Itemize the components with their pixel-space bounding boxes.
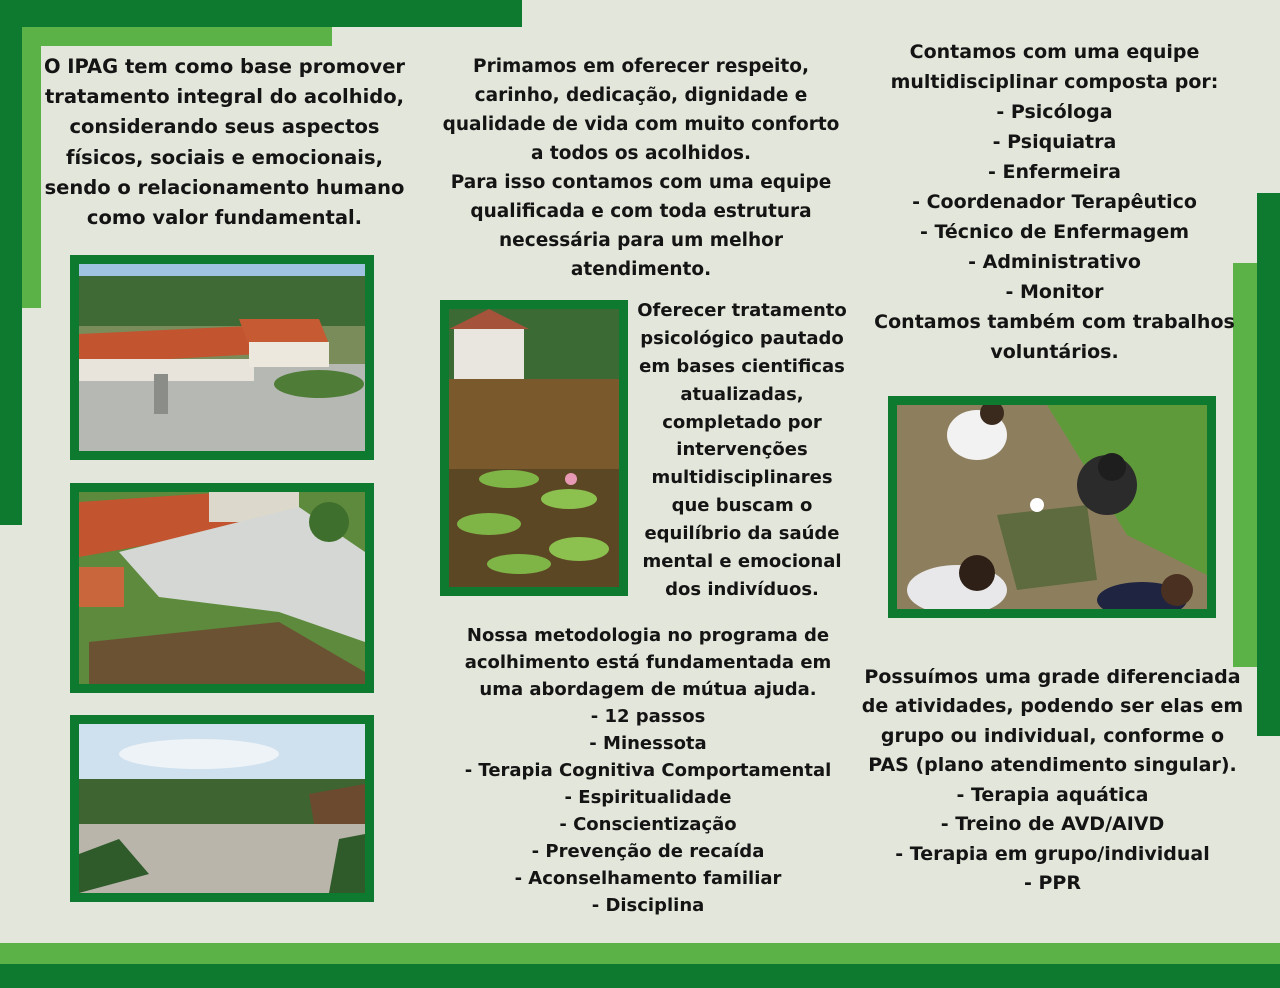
bottom-light-bar [0,943,1280,964]
list-item: - Psiquiatra [992,131,1117,154]
list-item: - Monitor [1005,281,1104,304]
methodology-block [462,622,834,919]
list-item: - Administrativo [968,251,1141,274]
respect-paragraph: Primamos em oferecer respeito, carinho, dedicação, dignidade e qualidade de vida com muito conforto a todos os acolhidos. [442,56,840,165]
list-item: - Treino de AVD/AIVD [940,813,1165,836]
list-item: - 12 passos [590,706,706,727]
photo-aerial-lake [70,483,374,693]
list-item: - Terapia em grupo/individual [895,842,1210,865]
list-item: - Prevenção de recaída [531,841,765,862]
list-item: - Aconselhamento familiar [514,868,782,889]
team-intro: Contamos com uma equipe multidisciplinar composta por: [890,41,1219,94]
list-item: - Terapia Cognitiva Comportamental [464,760,832,781]
methodology-intro: Nossa metodologia no programa de acolhimento está fundamentada em uma abordagem de mútua ajuda. [464,625,832,700]
volunteers-text: Contamos também com trabalhos voluntários. [874,311,1235,364]
photo-gazebo-pond [440,300,628,596]
list-item: - Espiritualidade [564,787,732,808]
list-item: - Coordenador Terapêutico [912,191,1197,214]
list-item: - Técnico de Enfermagem [919,221,1190,244]
bottom-dark-bar [0,964,1280,988]
team-list [872,97,1237,307]
photo-garden-courtyard [70,715,374,902]
activities-intro: Possuímos uma grade diferenciada de atividades, podendo ser elas em grupo ou individual, conforme o PAS (plano atendimento singular). [861,666,1244,777]
team-structure-paragraph: Para isso contamos com uma equipe qualificada e com toda estrutura necessária para um melhor atendimento. [450,172,832,281]
methodology-list [462,703,834,919]
right-dark-bar [1257,193,1280,736]
respect-text [442,52,840,284]
list-item: - Conscientização [559,814,737,835]
list-item: - Disciplina [591,895,705,916]
treatment-text: Oferecer tratamento psicológico pautado em bases cientificas atualizadas, completado por intervenções multidisciplinares que buscam o equilíbrio da saúde mental e emocional dos indivíduos. [637,300,847,600]
intro-text: O IPAG tem como base promover tratamento integral do acolhido, considerando seus aspectos físicos, sociais e emocionais, sendo o relacionamento humano como valor fundamental. [43,55,406,230]
list-item: - Enfermeira [988,161,1121,184]
activities-list [860,781,1245,899]
list-item: - Terapia aquática [956,783,1149,806]
activities-block [860,663,1245,899]
list-item: - PPR [1024,872,1081,895]
list-item: - Psicóloga [996,101,1113,124]
left-light-vbar [22,27,41,308]
left-dark-bar [0,0,22,525]
photo-group-activity [888,396,1216,618]
list-item: - Minessota [589,733,707,754]
left-light-bar [22,27,332,46]
team-block [872,37,1237,367]
photo-aerial-building [70,255,374,460]
top-dark-bar [0,0,522,27]
